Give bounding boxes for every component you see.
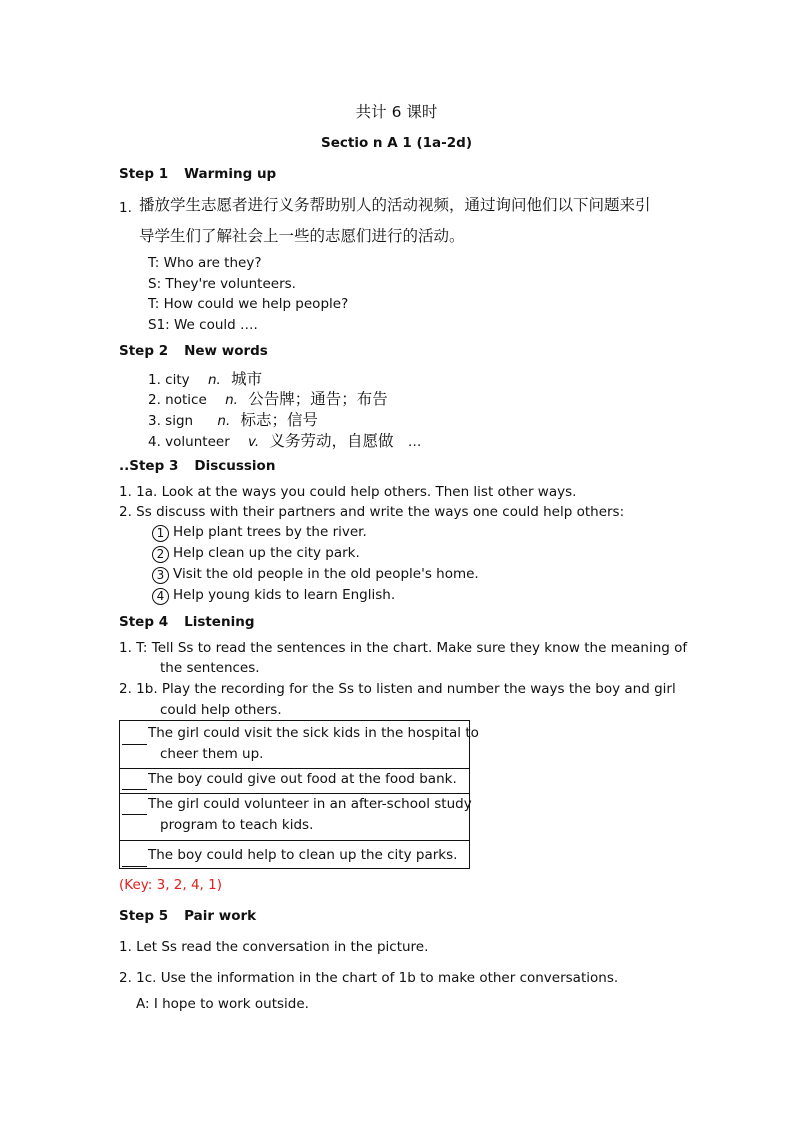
word-tail: … — [407, 434, 422, 450]
step5-dialogue: A: I hope to work outside. — [136, 996, 309, 1012]
way-text: Help plant trees by the river. — [173, 524, 367, 540]
dialogue-line: S: They're volunteers. — [148, 276, 296, 292]
chart-row — [120, 721, 479, 769]
way-item — [152, 524, 367, 542]
answer-key: (Key: 3, 2, 4, 1) — [119, 877, 222, 893]
way-item — [152, 545, 360, 563]
chart-row-line1: The girl could visit the sick kids in the hospital to — [148, 725, 479, 741]
step4-item2-line1: 2. 1b. Play the recording for the Ss to listen and number the ways the boy and girl — [119, 681, 676, 697]
answer-blank[interactable] — [122, 854, 147, 867]
answer-blank[interactable] — [122, 732, 147, 745]
way-text: Visit the old people in the old people's home. — [173, 566, 479, 582]
listening-chart — [119, 720, 479, 869]
step5-heading — [119, 908, 256, 924]
step4-label: Step 4 — [119, 614, 169, 630]
answer-blank[interactable] — [122, 777, 147, 790]
step4-item1-line2: the sentences. — [160, 660, 260, 676]
word-term: 4. volunteer — [148, 434, 230, 450]
chart-row — [120, 769, 469, 794]
step5-title: Pair work — [184, 908, 257, 924]
chart-row — [120, 841, 469, 868]
word-term: 1. city — [148, 372, 190, 388]
step5-label: Step 5 — [119, 908, 169, 924]
word-pos: n. — [207, 372, 221, 388]
step5-item: 1. Let Ss read the conversation in the picture. — [119, 939, 429, 955]
step3-label: ..Step 3 — [119, 458, 179, 474]
circled-number: 3 — [152, 567, 169, 584]
step4-item2-line2: could help others. — [160, 702, 282, 718]
step2-label: Step 2 — [119, 343, 169, 359]
dialogue-line: T: Who are they? — [148, 255, 262, 271]
step4-title: Listening — [184, 614, 255, 630]
word-item — [148, 411, 318, 430]
answer-blank[interactable] — [122, 802, 147, 815]
word-term: 3. sign — [148, 413, 194, 429]
step1-item-number: 1. — [119, 200, 132, 216]
way-text: Help young kids to learn English. — [173, 587, 396, 603]
step3-heading — [119, 458, 275, 474]
step5-item: 2. 1c. Use the information in the chart of 1b to make other conversations. — [119, 970, 619, 986]
lesson-count: 共计 6 课时 — [355, 103, 438, 121]
word-meaning: 城市 — [231, 370, 263, 388]
chart-row — [120, 794, 472, 841]
chart-row-line2: program to teach kids. — [160, 817, 314, 833]
chart-row-line1: The boy could help to clean up the city parks. — [148, 847, 458, 863]
step1-label: Step 1 — [119, 166, 169, 182]
chart-row-line1: The girl could volunteer in an after-school study — [148, 796, 472, 812]
step1-title: Warming up — [184, 166, 277, 182]
chart-row-line1: The boy could give out food at the food bank. — [148, 771, 457, 787]
dialogue-line: S1: We could …. — [148, 317, 258, 333]
way-item — [152, 566, 479, 584]
word-meaning: 义务劳动，自愿做 — [269, 432, 394, 450]
step3-item: 1. 1a. Look at the ways you could help others. Then list other ways. — [119, 484, 577, 500]
word-term: 2. notice — [148, 392, 207, 408]
word-pos: n. — [217, 413, 231, 429]
circled-number: 1 — [152, 525, 169, 542]
way-text: Help clean up the city park. — [173, 545, 360, 561]
step1-item-line1: 播放学生志愿者进行义务帮助别人的活动视频，通过询问他们以下问题来引 — [139, 196, 651, 214]
step1-item-line2: 导学生们了解社会上一些的志愿们进行的活动。 — [139, 227, 465, 245]
section-title: Sectio n A 1 (1a-2d) — [321, 135, 472, 151]
word-pos: n. — [225, 392, 238, 408]
word-meaning: 标志；信号 — [240, 411, 319, 429]
step4-item1-line1: 1. T: Tell Ss to read the sentences in the chart. Make sure they know the meaning of — [119, 640, 688, 656]
circled-number: 2 — [152, 546, 169, 563]
step3-title: Discussion — [194, 458, 276, 474]
word-pos: v. — [248, 434, 260, 450]
dialogue-line: T: How could we help people? — [148, 296, 349, 312]
circled-number: 4 — [152, 588, 169, 605]
word-item — [148, 370, 262, 389]
way-item — [152, 587, 395, 605]
step4-heading — [119, 614, 254, 630]
word-item — [148, 390, 388, 409]
step2-heading — [119, 343, 268, 359]
step1-heading — [119, 166, 276, 182]
step2-title: New words — [184, 343, 268, 359]
step3-item: 2. Ss discuss with their partners and write the ways one could help others: — [119, 504, 625, 520]
word-item — [148, 432, 421, 451]
chart-row-line2: cheer them up. — [160, 746, 264, 762]
word-meaning: 公告牌；通告；布告 — [248, 390, 388, 408]
